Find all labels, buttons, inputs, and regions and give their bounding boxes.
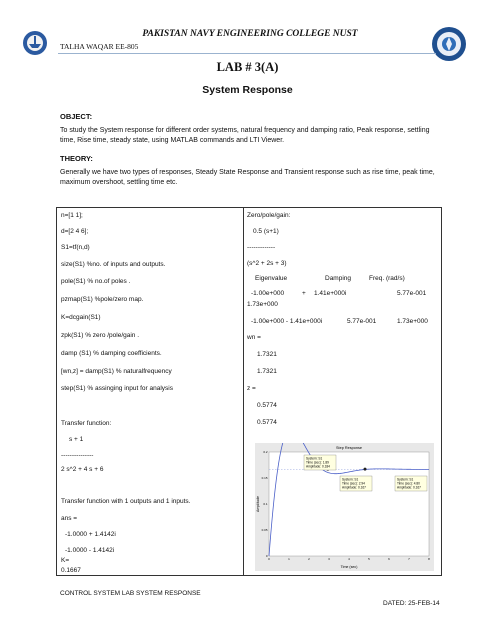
code-line: -1.0000 - 1.4142i <box>65 547 115 554</box>
damp-value: 1.41e+000i <box>314 290 347 297</box>
code-line: pzmap(S1) %pole/zero map. <box>61 296 144 303</box>
code-line: damp (S1) % damping coefficients. <box>61 350 162 357</box>
step-response-plot <box>255 443 434 571</box>
code-line: 0.5774 <box>257 402 277 409</box>
svg-text:System: S1: System: S1 <box>397 477 414 482</box>
code-line: 1.7321 <box>257 368 277 375</box>
plot-title: Step Response <box>336 446 362 450</box>
code-line: d=[2 4 6]; <box>61 228 89 235</box>
code-line: Transfer function with 1 outputs and 1 inputs. <box>61 498 191 505</box>
code-line: wn = <box>247 334 261 341</box>
x-tick-label: 8 <box>428 557 430 561</box>
svg-text:System: S1: System: S1 <box>306 456 323 461</box>
theory-heading: THEORY: <box>60 154 93 163</box>
code-line: --------------- <box>61 452 94 459</box>
damp-value: 5.77e-001 <box>347 318 377 325</box>
code-line: K= <box>61 557 70 564</box>
code-line: zpk(S1) % zero /pole/gain . <box>61 332 140 339</box>
svg-text:Amplitude: 0.167: Amplitude: 0.167 <box>342 485 366 490</box>
svg-text:Time (sec): 4.80: Time (sec): 4.80 <box>397 481 420 486</box>
code-line: 1.7321 <box>257 351 277 358</box>
code-line: Transfer function: <box>61 420 112 427</box>
damp-header: Freq. (rad/s) <box>369 275 405 282</box>
code-line: Zero/pole/gain: <box>247 212 291 219</box>
college-name: PAKISTAN NAVY ENGINEERING COLLEGE NUST <box>142 29 358 39</box>
code-line: [wn,z] = damp(S1) % naturalfrequency <box>61 368 172 375</box>
code-line: n=[1 1]; <box>61 212 83 219</box>
svg-text:System: S1: System: S1 <box>342 477 359 482</box>
x-tick-label: 0 <box>268 557 270 561</box>
y-tick-label: 0.2 <box>263 450 268 455</box>
damp-value: -1.00e+000 - 1.41e+000i <box>251 318 323 325</box>
damp-value: 5.77e-001 <box>397 290 427 297</box>
header-rule <box>58 53 436 54</box>
code-line: K=dcgain(S1) <box>61 314 101 321</box>
code-line: z = <box>247 385 256 392</box>
svg-text:Amplitude: 0.167: Amplitude: 0.167 <box>397 485 421 490</box>
damp-value: + <box>302 290 306 297</box>
datatip-peak <box>304 455 336 470</box>
damp-header: Eigenvalue <box>255 275 288 282</box>
code-line: 0.5 (s+1) <box>253 228 279 235</box>
x-tick-label: 7 <box>408 557 410 561</box>
code-line: size(S1) %no. of inputs and outputs. <box>61 261 166 268</box>
y-axis-label: Amplitude <box>256 496 260 512</box>
code-line: 0.5774 <box>257 419 277 426</box>
svg-text:Time (sec): 1.89: Time (sec): 1.89 <box>306 460 329 465</box>
table-divider <box>243 207 244 576</box>
x-tick-label: 3 <box>328 557 330 561</box>
x-tick-label: 5 <box>368 557 370 561</box>
objective-text: To study the System response for different order systems, natural frequency and damping ratio, Peak response, settling time, Rise time, steady state, using MATLAB commands and LTI Viewer. <box>60 127 430 144</box>
datatip-steady <box>395 476 427 491</box>
y-tick-label: 0.1 <box>263 502 268 507</box>
x-tick-label: 4 <box>348 557 350 561</box>
damp-value: 1.73e+000 <box>247 301 278 308</box>
navy-crest-icon <box>22 30 48 56</box>
code-line: pole(S1) % no.of poles . <box>61 278 131 285</box>
svg-text:Amplitude: 0.184: Amplitude: 0.184 <box>306 464 330 469</box>
x-tick-label: 1 <box>288 557 290 561</box>
damp-value: 1.73e+000 <box>397 318 428 325</box>
footer-date: DATED: 25-FEB-14 <box>383 600 440 607</box>
code-line: S1=tf(n,d) <box>61 244 90 251</box>
damp-value: -1.00e+000 <box>251 290 285 297</box>
svg-text:Time (sec): 2.94: Time (sec): 2.94 <box>342 481 365 486</box>
y-tick-label: 0 <box>265 554 268 559</box>
code-line: ans = <box>61 515 78 522</box>
datatip-settling <box>340 476 372 491</box>
y-tick-label: 0.15 <box>261 476 268 481</box>
y-tick-label: 0.05 <box>261 528 268 533</box>
footer-title: CONTROL SYSTEM LAB SYSTEM RESPONSE <box>60 590 201 597</box>
code-line: ------------- <box>247 244 276 251</box>
x-tick-label: 6 <box>388 557 390 561</box>
page-title: System Response <box>202 84 293 96</box>
code-line: step(S1) % assinging input for analysis <box>61 385 174 392</box>
nust-seal-icon <box>431 26 467 62</box>
code-line: 0.1667 <box>61 567 81 574</box>
code-line: -1.0000 + 1.4142i <box>65 531 116 538</box>
damp-header: Damping <box>325 275 352 282</box>
steady-marker <box>364 468 367 471</box>
x-tick-label: 2 <box>308 557 310 561</box>
lab-number: LAB # 3(A) <box>216 60 279 74</box>
x-axis-label: Time (sec) <box>340 565 358 569</box>
theory-text: Generally we have two types of responses, Steady State Response and Transient response such as rise time, peak time, maximum overshoot, settling time etc. <box>60 169 435 186</box>
code-line: 2 s^2 + 4 s + 6 <box>61 466 104 473</box>
code-line: s + 1 <box>69 436 84 443</box>
objective-heading: OBJECT: <box>60 112 93 121</box>
student-name: TALHA WAQAR EE-805 <box>60 42 139 51</box>
code-line: (s^2 + 2s + 3) <box>247 260 287 267</box>
